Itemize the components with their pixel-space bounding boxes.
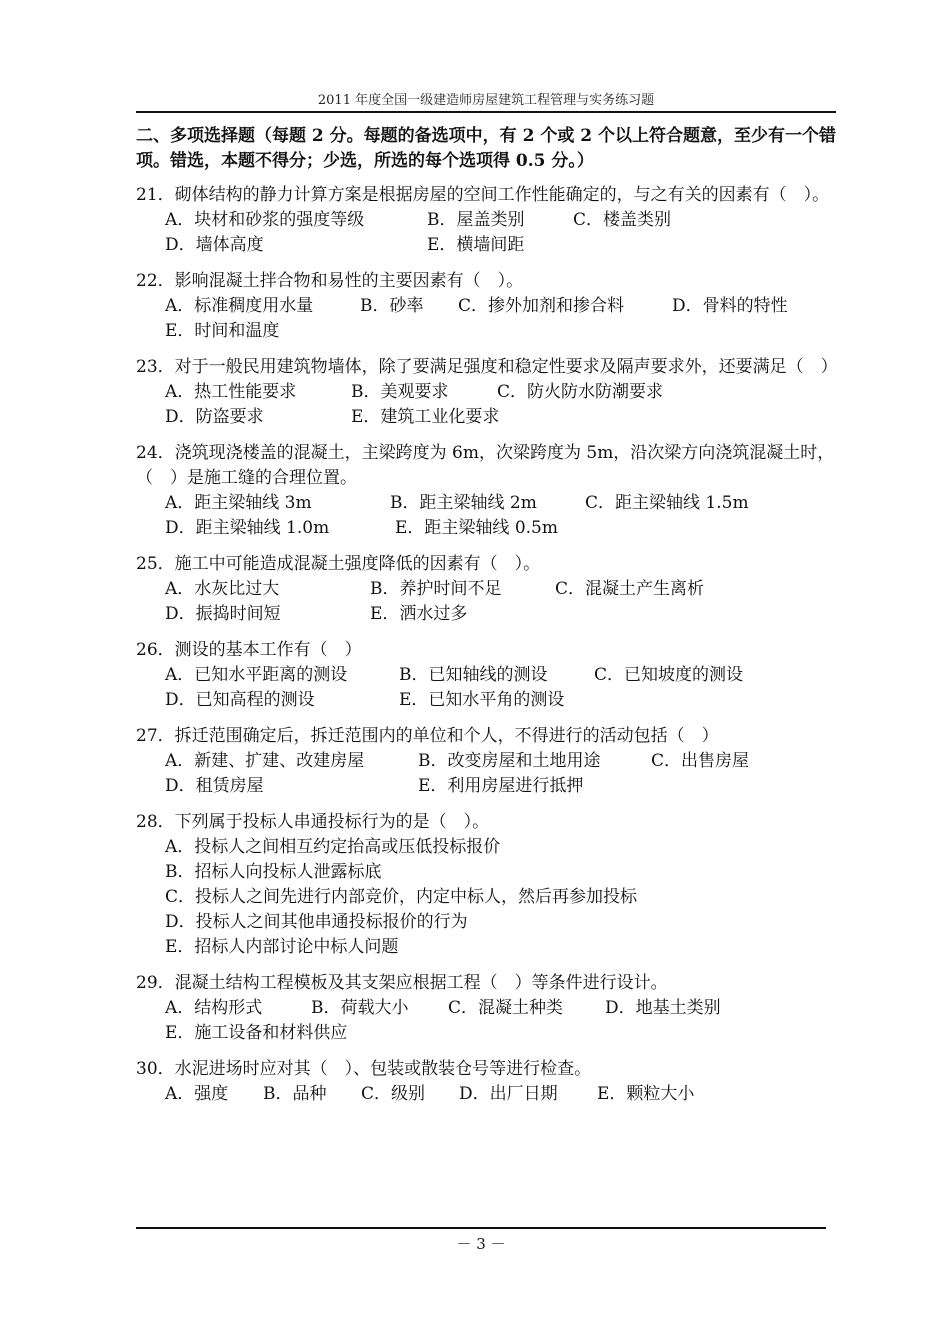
question-stem: 24．浇筑现浇楼盖的混凝土，主梁跨度为 6m，次梁跨度为 5m，沿次梁方向浇筑混凝土时，（ ）是施工缝的合理位置。 (136, 443, 835, 488)
question-27 (136, 724, 836, 799)
page-number: － 3 － (456, 1235, 506, 1253)
option-b: B．砂率 (360, 296, 424, 316)
option-c: C．楼盖类别 (573, 210, 672, 230)
option-e: E．横墙间距 (427, 235, 525, 255)
option-a: A．水灰比过大 (165, 579, 280, 599)
option-d: D．已知高程的测设 (165, 690, 315, 710)
header-rule (136, 111, 836, 113)
option-d: D．墙体高度 (165, 235, 264, 255)
option-c: C．投标人之间先进行内部竞价，内定中标人，然后再参加投标 (165, 887, 638, 907)
option-a: A．结构形式 (165, 998, 263, 1018)
option-e: E．颗粒大小 (597, 1084, 695, 1104)
option-a: A．标准稠度用水量 (165, 296, 314, 316)
option-d: D．距主梁轴线 1.0m (165, 518, 330, 538)
question-stem: 26．测设的基本工作有（ ） (136, 640, 362, 660)
page-content (136, 124, 836, 1118)
option-d: D．出厂日期 (459, 1084, 558, 1104)
option-b: B．改变房屋和土地用途 (418, 751, 601, 771)
option-c: C．混凝土产生离析 (555, 579, 705, 599)
option-c: C．混凝土种类 (448, 998, 564, 1018)
option-a: A．新建、扩建、改建房屋 (165, 751, 365, 771)
option-e: E．建筑工业化要求 (351, 407, 500, 427)
option-d: D．投标人之间其他串通投标报价的行为 (165, 912, 468, 932)
question-24 (136, 441, 836, 541)
question-30 (136, 1057, 836, 1107)
question-stem: 28．下列属于投标人串通投标行为的是（ ）。 (136, 812, 490, 832)
option-c: C．级别 (361, 1084, 426, 1104)
option-e: E．距主梁轴线 0.5m (395, 518, 558, 538)
option-b: B．品种 (263, 1084, 327, 1104)
section-title: 二、多项选择题（每题 2 分。每题的备选项中，有 2 个或 2 个以上符合题意，至少有一个错项。错选，本题不得分；少选，所选的每个选项得 0.5 分。） (136, 126, 836, 171)
option-c: C．已知坡度的测设 (594, 665, 744, 685)
question-25 (136, 552, 836, 627)
option-d: D．骨料的特性 (672, 296, 788, 316)
question-stem: 30．水泥进场时应对其（ ）、包装或散装仓号等进行检查。 (136, 1059, 592, 1079)
option-a: A．距主梁轴线 3m (165, 493, 312, 513)
option-c: C．防火防水防潮要求 (497, 382, 664, 402)
option-c: C．出售房屋 (651, 751, 750, 771)
footer-rule (136, 1227, 826, 1229)
option-d: D．防盗要求 (165, 407, 264, 427)
option-e: E．洒水过多 (370, 604, 468, 624)
option-a: A．已知水平距离的测设 (165, 665, 348, 685)
option-b: B．养护时间不足 (370, 579, 502, 599)
option-b: B．已知轴线的测设 (399, 665, 548, 685)
option-e: E．招标人内部讨论中标人问题 (165, 937, 399, 957)
option-e: E．利用房屋进行抵押 (418, 776, 584, 796)
question-stem: 27．拆迁范围确定后，拆迁范围内的单位和个人，不得进行的活动包括（ ） (136, 726, 719, 746)
option-b: B．美观要求 (351, 382, 449, 402)
question-26 (136, 638, 836, 713)
running-header: 2011 年度全国一级建造师房屋建筑工程管理与实务练习题 (317, 93, 655, 108)
question-stem: 29．混凝土结构工程模板及其支架应根据工程（ ）等条件进行设计。 (136, 973, 668, 993)
option-b: B．屋盖类别 (427, 210, 525, 230)
option-a: A．热工性能要求 (165, 382, 297, 402)
option-a: A．强度 (165, 1084, 229, 1104)
option-b: B．距主梁轴线 2m (390, 493, 537, 513)
question-21 (136, 183, 836, 258)
question-stem: 22．影响混凝土拌合物和易性的主要因素有（ ）。 (136, 271, 524, 291)
question-stem: 21．砌体结构的静力计算方案是根据房屋的空间工作性能确定的，与之有关的因素有（ ）。 (136, 185, 830, 205)
question-stem: 23．对于一般民用建筑物墙体，除了要满足强度和稳定性要求及隔声要求外，还要满足（ ） (136, 357, 838, 377)
question-stem: 25．施工中可能造成混凝土强度降低的因素有（ ）。 (136, 554, 541, 574)
option-a: A．块材和砂浆的强度等级 (165, 210, 365, 230)
option-d: D．地基土类别 (605, 998, 721, 1018)
option-e: E．已知水平角的测设 (399, 690, 565, 710)
option-c: C．掺外加剂和掺合料 (458, 296, 625, 316)
option-c: C．距主梁轴线 1.5m (585, 493, 749, 513)
option-b: B．招标人向投标人泄露标底 (165, 862, 382, 882)
question-28 (136, 810, 836, 960)
question-29 (136, 971, 836, 1046)
option-a: A．投标人之间相互约定抬高或压低投标报价 (165, 837, 501, 857)
question-23 (136, 355, 836, 430)
option-e: E．施工设备和材料供应 (165, 1023, 348, 1043)
option-d: D．振捣时间短 (165, 604, 281, 624)
option-e: E．时间和温度 (165, 321, 280, 341)
question-22 (136, 269, 836, 344)
option-d: D．租赁房屋 (165, 776, 264, 796)
option-b: B．荷载大小 (311, 998, 409, 1018)
